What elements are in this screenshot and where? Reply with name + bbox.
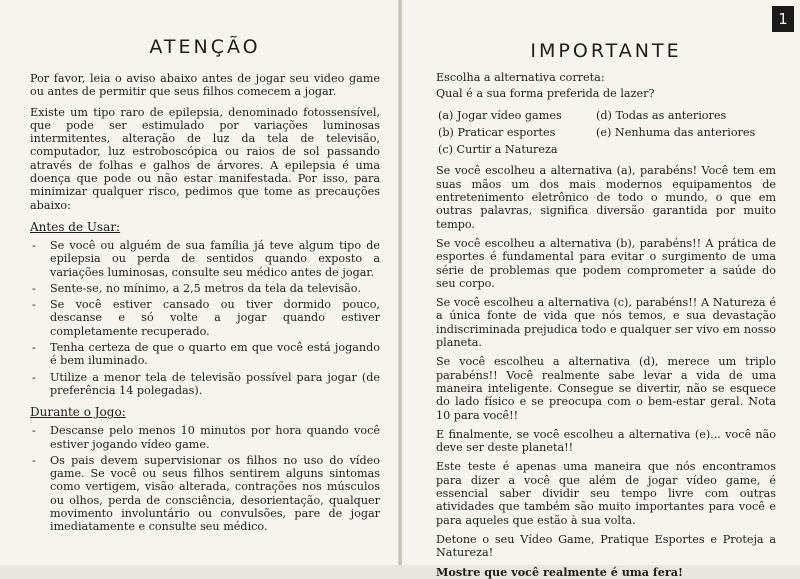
closing-line: Mostre que você realmente é uma fera! [436,564,683,579]
answer-d-paragraph: Se você escolheu a alternativa (d), merece um triplo parabéns!! Você realmente sabe levar a vida de uma maneira inteligente. Consegue se divertir, não se esquece do lado físico e se preocupa com o bem-estar geral. Nota 10 para você!! [436,355,776,422]
list-item: - Se você ou alguém de sua família já teve algum tipo de epilepsia ou perda de sentidos quando exposto a variações luminosas, consulte seu médico antes de jogar. [30,239,380,279]
answer-b-paragraph: Se você escolheu a alternativa (b), parabéns!! A prática de esportes é fundamental para evitar o surgimento de uma série de problemas que podem comprometer a saúde do seu corpo. [436,236,776,290]
option-a: (a) Jogar vídeo games [438,108,562,122]
quiz-question: Qual é a sua forma preferida de lazer? [436,87,655,101]
epilepsy-paragraph: Existe um tipo raro de epilepsia, denominado fotossensível, que pode ser estimulado por variações luminosas intermitentes, alteração de luz da tela de televisão, computador, luz estroboscópica ou raios de sol passando através de folhas e galhos de árvores. A epilepsia é uma doença que pode ou não estar manifestada. Por isso, para minimizar qualquer risco, pedimos que tome as precauções abaixo: [30,105,380,212]
option-e: (e) Nenhuma das anteriores [596,125,756,139]
right-page [401,0,800,579]
list-item: - Se você estiver cansado ou tiver dormido pouco, descanse e só volte a jogar quando estiver completamente recuperado. [30,298,380,338]
answer-e-paragraph: E finalmente, se você escolheu a alternativa (e)... você não deve ser deste planeta!! [436,427,776,455]
list-item: - Descanse pelo menos 10 minutos por hora quando você estiver jogando vídeo game. [30,424,380,451]
before-use-heading: Antes de Usar: [30,219,121,234]
answer-a-paragraph: Se você escolheu a alternativa (a), parabéns! Você tem em suas mãos um dos mais modernos equipamentos de entretenimento eletrônico de todo o mundo, o que em outras palavras, significa diversão garantida por muito tempo. [436,164,776,231]
list-item: - Sente-se, no mínimo, a 2,5 metros da tela da televisão. [30,282,380,295]
option-c: (c) Curtir a Natureza [438,143,558,157]
list-item: - Os pais devem supervisionar os filhos no uso do vídeo game. Se você ou seus filhos sentirem alguns sintomas como vertigem, visão alterada, contrações nos músculos ou olhos, perda de consciência, desorientação, qualquer movimento involuntário ou convulsões, pare de jogar imediatamente e consulte seu médico. [30,454,380,534]
during-game-heading: Durante o Jogo: [30,405,126,420]
attention-title: ATENÇÃO [149,36,261,58]
list-item: - Utilize a menor tela de televisão possível para jogar (de preferência 14 polegadas). [30,371,380,398]
answer-c-paragraph: Se você escolheu a alternativa (c), parabéns!! A Natureza é a única fonte de vida que nós temos, e sua devastação indiscriminada prejudica todo e qualquer ser vivo em nosso planeta. [436,296,776,350]
option-b: (b) Praticar esportes [438,125,556,139]
left-page [0,0,399,565]
conclusion-paragraph: Este teste é apenas uma maneira que nós encontramos para dizer a você que além de jogar vídeo game, é essencial saber dividir seu tempo livre com outras atividades que também são muito importantes para você e para aqueles que estão à sua volta. [436,460,776,527]
during-game-list [30,424,380,533]
list-item: - Tenha certeza de que o quarto em que você está jogando é bem iluminado. [30,341,380,368]
quiz-options [438,109,776,157]
important-title: IMPORTANTE [530,40,682,62]
page-number-badge: 1 [772,6,794,32]
slogan-paragraph: Detone o seu Vídeo Game, Pratique Esportes e Proteja a Natureza! [436,532,776,560]
intro-paragraph: Por favor, leia o aviso abaixo antes de jogar seu video game ou antes de permitir que seus filhos comecem a jogar. [30,72,380,99]
quiz-prompt: Escolha a alternativa correta: [436,71,605,84]
before-use-list [30,239,380,397]
option-d: (d) Todas as anteriores [596,108,727,122]
